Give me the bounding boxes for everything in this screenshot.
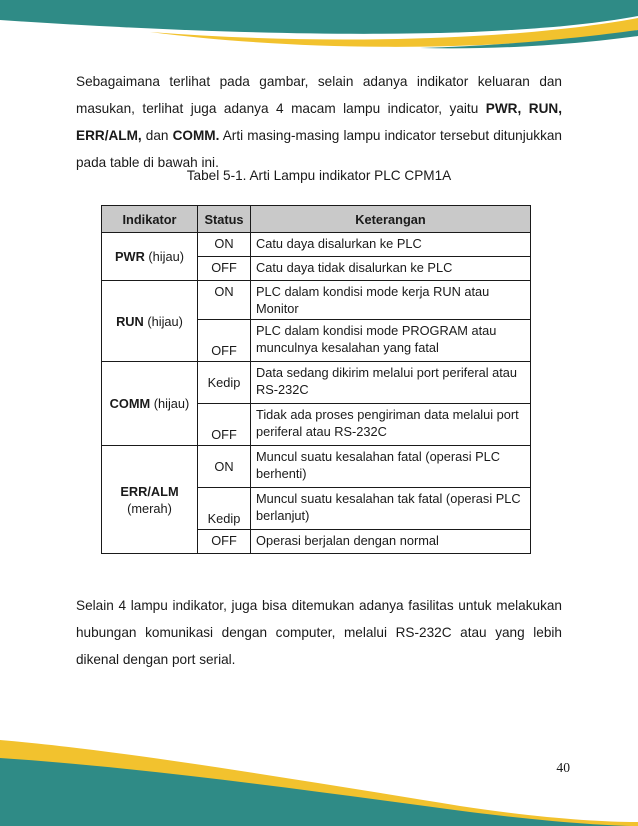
description-cell: Data sedang dikirim melalui port periferal atau RS-232C <box>251 362 531 404</box>
header-status: Status <box>198 206 251 233</box>
description-cell: Muncul suatu kesalahan tak fatal (operasi PLC berlanjut) <box>251 488 531 530</box>
status-cell: ON <box>198 446 251 488</box>
description-cell: Muncul suatu kesalahan fatal (operasi PLC berhenti) <box>251 446 531 488</box>
status-cell: ON <box>198 281 251 320</box>
indicator-err-alm: ERR/ALM (merah) <box>102 446 198 554</box>
status-cell: Kedip <box>198 488 251 530</box>
status-cell: ON <box>198 233 251 257</box>
header-keterangan: Keterangan <box>251 206 531 233</box>
top-wave-decoration <box>0 0 638 70</box>
description-cell: PLC dalam kondisi mode kerja RUN atau Monitor <box>251 281 531 320</box>
indicator-comm: COMM (hijau) <box>102 362 198 446</box>
page-number: 40 <box>556 760 570 775</box>
status-cell: OFF <box>198 530 251 554</box>
description-cell: Operasi berjalan dengan normal <box>251 530 531 554</box>
table-row <box>102 446 531 488</box>
description-cell: Catu daya tidak disalurkan ke PLC <box>251 257 531 281</box>
status-cell: OFF <box>198 320 251 362</box>
closing-paragraph: Selain 4 lampu indikator, juga bisa ditemukan adanya fasilitas untuk melakukan hubungan komunikasi dengan computer, melalui RS-232C atau yang lebih dikenal dengan port serial. <box>76 598 562 667</box>
indicator-pwr: PWR (hijau) <box>102 233 198 281</box>
intro-paragraph: Sebagaimana terlihat pada gambar, selain adanya indikator keluaran dan masukan, terlihat juga adanya 4 macam lampu indicator, yaitu PWR, RUN, ERR/ALM, dan COMM. Arti masing-masing lampu indicator tersebut ditunjukkan pada table di bawah ini. <box>76 74 562 170</box>
status-cell: OFF <box>198 404 251 446</box>
plc-indicator-table <box>101 205 531 554</box>
table-caption: Tabel 5-1. Arti Lampu indikator PLC CPM1A <box>186 168 452 183</box>
description-cell: Tidak ada proses pengiriman data melalui port periferal atau RS-232C <box>251 404 531 446</box>
table-row <box>102 362 531 404</box>
bottom-wave-decoration <box>0 740 638 826</box>
header-indikator: Indikator <box>102 206 198 233</box>
status-cell: OFF <box>198 257 251 281</box>
status-cell: Kedip <box>198 362 251 404</box>
table-row <box>102 233 531 257</box>
description-cell: PLC dalam kondisi mode PROGRAM atau munculnya kesalahan yang fatal <box>251 320 531 362</box>
indicator-run: RUN (hijau) <box>102 281 198 362</box>
description-cell: Catu daya disalurkan ke PLC <box>251 233 531 257</box>
table-row <box>102 281 531 320</box>
